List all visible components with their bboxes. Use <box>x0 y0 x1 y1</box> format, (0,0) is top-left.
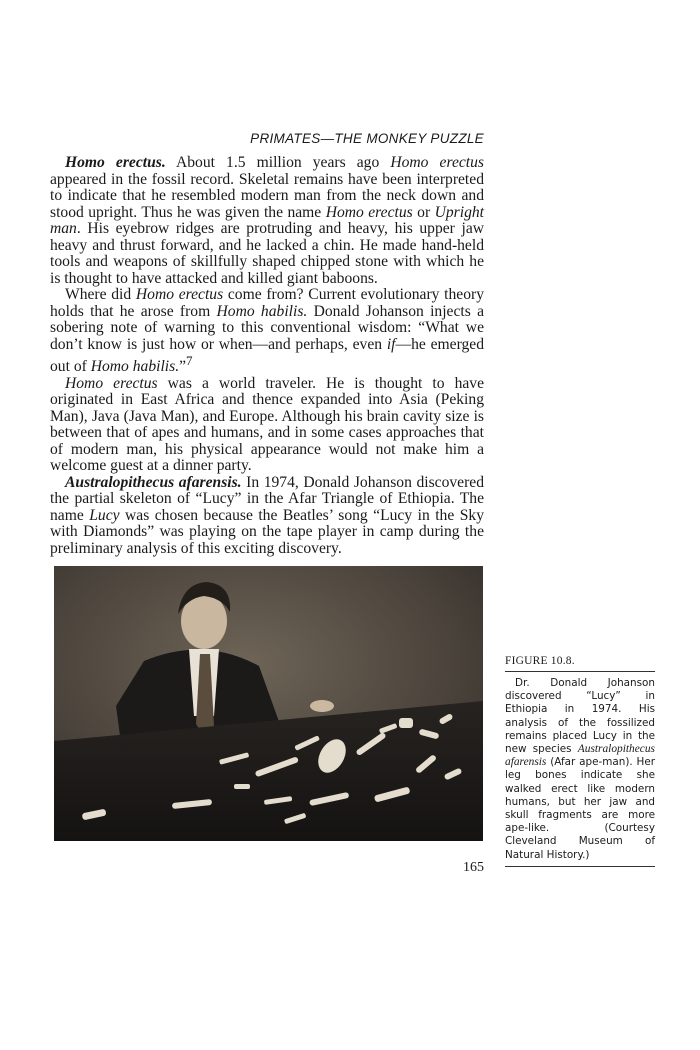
species-name: Homo habilis. <box>216 302 308 320</box>
species-name: Homo erectus <box>390 154 484 171</box>
text: About 1.5 million years ago <box>165 154 391 171</box>
photo-illustration <box>54 566 483 841</box>
species-name: Homo erectus <box>325 203 413 221</box>
text: appeared in the fossil record. Skeletal remains have been interpreted to indicate that he resembled modern man from the neck down and stood upright. Thus he was given the name <box>50 170 484 221</box>
species-name: Australopithecus afarensis <box>505 743 655 769</box>
footnote-ref: 7 <box>186 353 193 368</box>
text: ” <box>179 358 187 376</box>
species-name: Homo erectus <box>65 374 158 392</box>
text: . His eyebrow ridges are protruding and heavy, his upper jaw heavy and thrust forward, and he lacked a chin. He made hand-held tools and weapons of skillfully shaped chipped stone with which he is thought to have attacked and killed giant baboons. <box>50 220 484 287</box>
text: or <box>412 203 435 221</box>
figure-caption <box>505 677 655 867</box>
page-number: 165 <box>463 860 484 875</box>
text: was chosen because the Beatles’ song “Lucy in the Sky with Diamonds” was playing on the tape player in camp during the preliminary analysis of this exciting discovery. <box>50 506 484 557</box>
figure-photo <box>54 566 483 841</box>
name-lucy: Lucy <box>89 506 120 524</box>
text: —he emerged out of <box>50 335 484 376</box>
term-homo-erectus: Homo erectus. <box>65 154 166 171</box>
species-name: Homo habilis. <box>90 358 180 376</box>
text: come from? Current evolutionary theory holds that he arose from <box>50 286 484 320</box>
species-name: Homo erectus <box>135 286 224 303</box>
text: In 1974, Donald Johanson discovered the partial skeleton of “Lucy” in the Afar Triangle of Ethiopia. The name <box>50 473 484 524</box>
paragraph-world-traveler <box>50 376 484 475</box>
figure-label: FIGURE 10.8. <box>505 655 655 672</box>
text: Where did <box>65 286 136 303</box>
text: Donald Johanson injects a sobering note of warning to this conventional wisdom: “What we don’t know is just how or when—and perhaps, even <box>50 302 485 353</box>
caption-text: Dr. Donald Johanson discovered “Lucy” in Ethiopia in 1974. His analysis of the fossilized remains placed Lucy in the new species <box>505 677 655 756</box>
caption-text: (Afar ape-man). Her leg bones indicate she walked erect like modern humans, but her jaw and skull fragments are more ape-like. (Courtesy Cleveland Museum of Natural History.) <box>505 756 655 861</box>
paragraph-afarensis <box>50 475 484 558</box>
text: was a world traveler. He is thought to have originated in East Africa and thence expanded into Asia (Peking Man), Java (Java Man), and Europe. Although his brain cavity size is between that of apes and humans, and in some cases approaches that of modern man, his physical appearance would not make him a welcome guest at a dinner party. <box>50 374 485 475</box>
running-head: PRIMATES—THE MONKEY PUZZLE <box>250 131 484 146</box>
term-australopithecus-afarensis: Australopithecus afarensis. <box>65 473 242 491</box>
paragraph-homo-erectus <box>50 155 484 287</box>
paragraph-origin <box>50 287 484 376</box>
emphasis: if <box>386 335 396 353</box>
body-text <box>50 155 484 557</box>
common-name: Upright man <box>50 203 485 237</box>
